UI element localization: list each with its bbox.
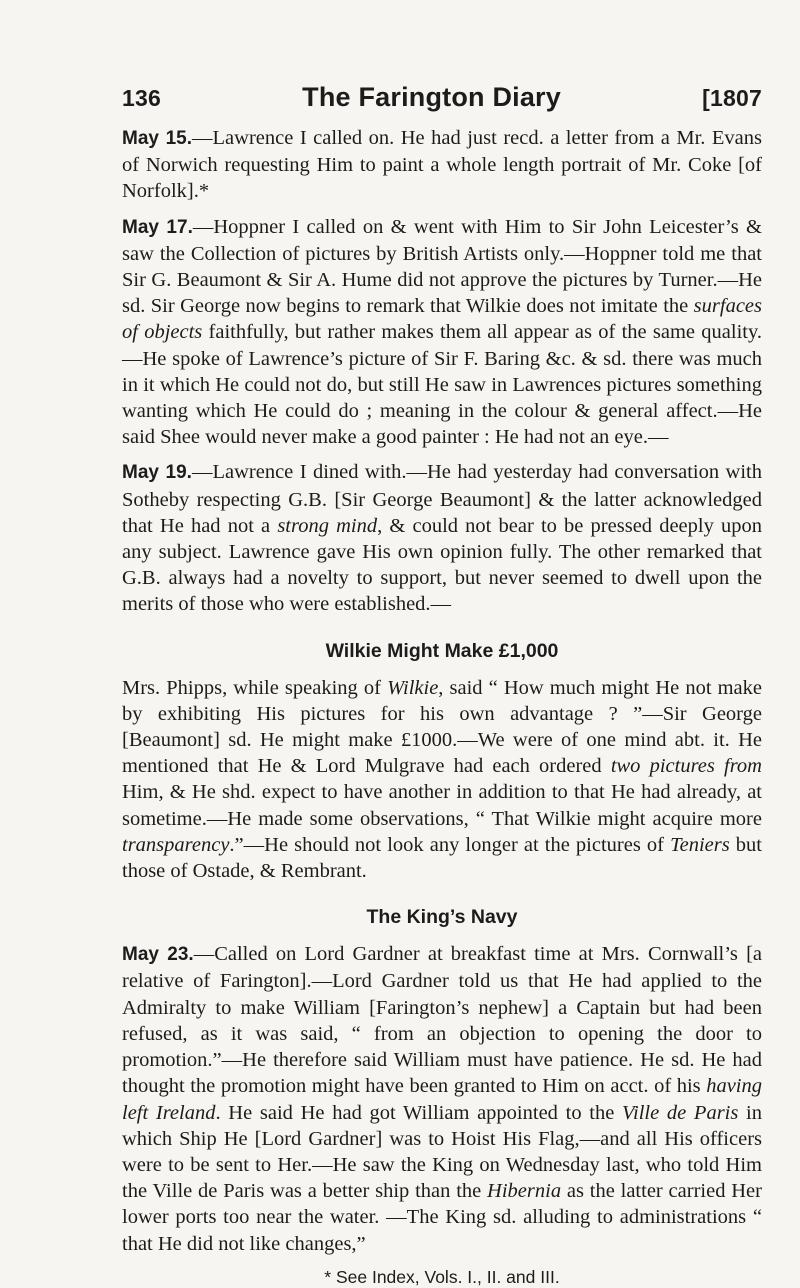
entry-may-23: May 23.—Called on Lord Gardner at breakfast time at Mrs. Cornwall’s [a relative of Farington].—Lord Gardner told us that He had applied to the Admiralty to make William [Farington’s nephew] a Captain but had been refused, as it was said, “ from an objection to opening the door to promotion.”—He therefore said William must have patience. He sd. He had thought the promotion might have been granted to Him on acct. of his having left Ireland. He said He had got William appointed to the Ville de Paris in which Ship He [Lord Gardner] was to Hoist His Flag,—and all His officers were to be sent to Her.—He saw the King on Wednesday last, who told Him the Ville de Paris was a better ship than the Hibernia as the latter carried Her lower ports too near the water. —The King sd. alluding to administrations “ that He did not like changes,” bbox=[122, 943, 763, 1255]
entry-date: May 19. bbox=[122, 462, 192, 484]
book-title: The Farington Diary bbox=[302, 82, 561, 112]
book-page bbox=[122, 82, 762, 1288]
section-heading-navy: The King’s Navy bbox=[366, 906, 518, 929]
entry-date: May 23. bbox=[122, 944, 194, 966]
running-header bbox=[122, 82, 762, 113]
page-number: 136 bbox=[122, 85, 161, 111]
entry-date: May 17. bbox=[122, 216, 193, 238]
entry-may-19: May 19.—Lawrence I dined with.—He had yesterday had conversation with Sotheby respecting G.B. [Sir George Beaumont] & the latter acknowledged that He had not a strong mind, & could not bear to be pressed deeply upon any subject. Lawrence gave His own opinion fully. The other remarked that G.B. always had a novelty to support, but never seemed to dwell upon the merits of those who were established.— bbox=[122, 461, 763, 616]
paragraph-wilkie: Mrs. Phipps, while speaking of Wilkie, said “ How much might He not make by exhibiting His pictures for his own advantage ? ”—Sir George [Beaumont] sd. He might make £1000.—We were of one mind abt. it. He mentioned that He & Lord Mulgrave had each ordered two pictures from Him, & He shd. expect to have another in addition to that He had already, at sometime.—He made some observations, “ That Wilkie might acquire more transparency.”—He should not look any longer at the pictures of Teniers but those of Ostade, & Rembrant. bbox=[122, 676, 762, 883]
entry-may-15: May 15.—Lawrence I called on. He had just recd. a letter from a Mr. Evans of Norwich requesting Him to paint a whole length portrait of Mr. Coke [of Norfolk].* bbox=[122, 127, 763, 203]
entry-date: May 15. bbox=[122, 128, 193, 149]
year-marker: [1807 bbox=[702, 85, 762, 111]
entry-may-17: May 17.—Hoppner I called on & went with Him to Sir John Leicester’s & saw the Collection of pictures by British Artists only.—Hoppner told me that Sir G. Beaumont & Sir A. Hume did not approve the pictures by Turner.—He sd. Sir George now begins to remark that Wilkie does not imitate the surfaces of objects faithfully, but rather makes them all appear as of the same quality.—He spoke of Lawrence’s picture of Sir F. Baring &c. & sd. there was much in it which He could not do, but still He saw in Lawrences pictures something wanting which He could do ; meaning in the colour & general affect.—He said Shee would never make a good painter : He had not an eye.— bbox=[122, 215, 763, 449]
footnote: * See Index, Vols. I., II. and III. bbox=[324, 1266, 560, 1287]
section-heading-wilkie: Wilkie Might Make £1,000 bbox=[325, 639, 559, 662]
